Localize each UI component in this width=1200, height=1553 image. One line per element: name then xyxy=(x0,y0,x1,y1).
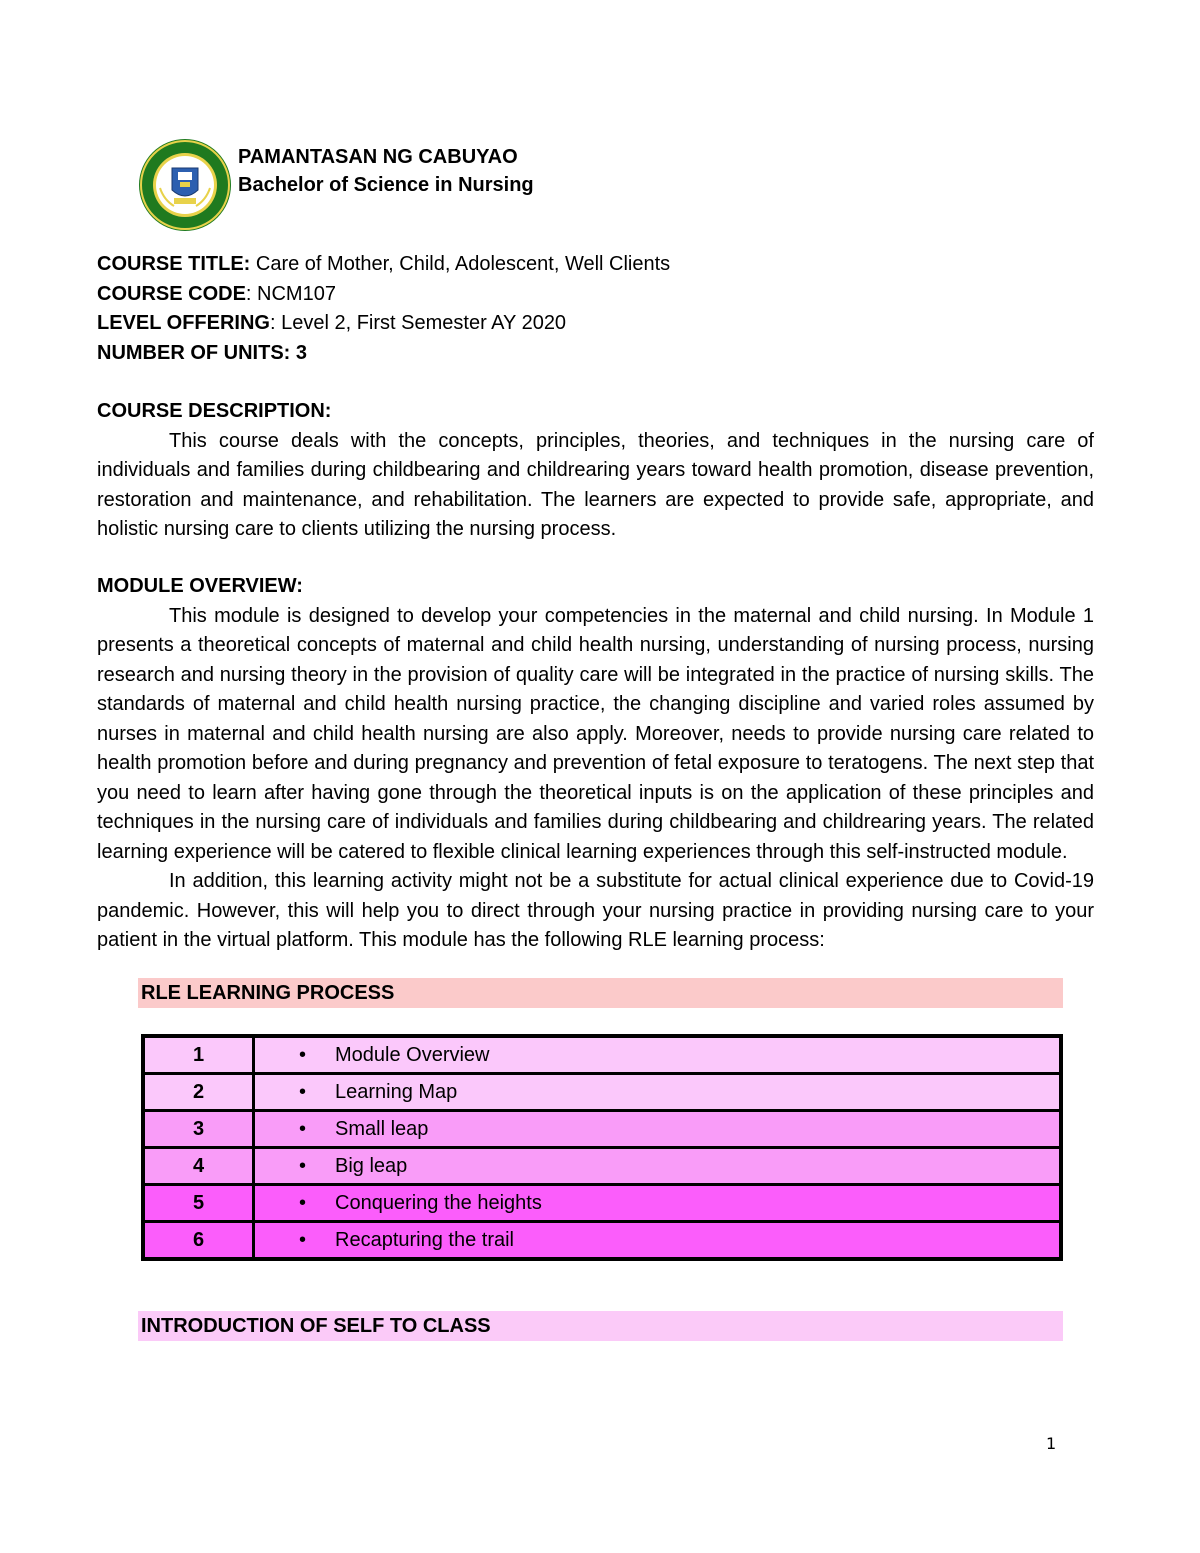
course-code-row xyxy=(97,280,1097,310)
process-step-number: 6 xyxy=(143,1222,254,1260)
process-step-number: 3 xyxy=(143,1111,254,1148)
process-row xyxy=(143,1036,1061,1074)
bullet-icon: • xyxy=(299,1228,307,1251)
process-step-label: Recapturing the trail xyxy=(335,1228,514,1251)
module-overview-paragraph-1: This module is designed to develop your competencies in the maternal and child nursing. In Module 1 presents a theoretical concepts of maternal and child health nursing, understanding of nursing process, nursing research and nursing theory in the provision of quality care will be integrated in the practice of nursing skills. The standards of maternal and child health nursing practice, the changing discipline and varied roles assumed by nurses in maternal and child health nursing are also apply. Moreover, needs to provide nursing care related to health promotion before and during pregnancy and prevention of fetal exposure to teratogens. The next step that you need to learn after having gone through the theoretical inputs is on the application of these principles and techniques in the nursing care of individuals and families during childbearing and childrearing years. The related learning experience will be catered to flexible clinical learning experiences through this self-instructed module. xyxy=(97,604,1094,863)
bullet-icon: • xyxy=(299,1154,307,1177)
course-description-section xyxy=(97,397,1094,545)
process-row xyxy=(143,1222,1061,1260)
bullet-icon: • xyxy=(299,1080,307,1103)
course-title-value: Care of Mother, Child, Adolescent, Well Clients xyxy=(250,253,671,275)
process-step-label: Learning Map xyxy=(335,1080,458,1103)
module-overview-paragraph-2: In addition, this learning activity might not be a substitute for actual clinical experience due to Covid-19 pandemic. However, this will help you to direct through your nursing practice in providing nursing care to your patient in the virtual platform. This module has the following RLE learning process: xyxy=(97,870,1094,951)
course-description-text: This course deals with the concepts, principles, theories, and techniques in the nursing care of individuals and families during childbearing and childrearing years toward health promotion, disease prevention, restoration and maintenance, and rehabilitation. The learners are expected to provide safe, appropriate, and holistic nursing care to clients utilizing the nursing process. xyxy=(97,429,1094,540)
process-step-cell xyxy=(254,1036,1062,1074)
course-code-value: : NCM107 xyxy=(245,282,336,305)
page-number: 1 xyxy=(1046,1434,1057,1453)
process-step-number: 4 xyxy=(143,1148,254,1185)
institution-name: PAMANTASAN NG CABUYAO xyxy=(238,146,518,168)
process-step-label: Module Overview xyxy=(335,1043,490,1066)
level-offering-label: LEVEL OFFERING xyxy=(97,312,270,334)
number-of-units: NUMBER OF UNITS: 3 xyxy=(97,341,307,364)
course-title-row xyxy=(97,250,1097,280)
institution-header xyxy=(238,143,534,199)
process-step-cell xyxy=(254,1148,1062,1185)
course-info xyxy=(97,250,1097,368)
university-seal-logo xyxy=(138,138,232,232)
program-name: Bachelor of Science in Nursing xyxy=(238,174,534,196)
introduction-heading: INTRODUCTION OF SELF TO CLASS xyxy=(138,1311,1063,1341)
process-step-label: Conquering the heights xyxy=(335,1191,542,1214)
course-description-heading: COURSE DESCRIPTION: xyxy=(97,400,332,422)
process-step-cell xyxy=(254,1185,1062,1222)
process-step-cell xyxy=(254,1074,1062,1111)
process-step-label: Big leap xyxy=(335,1154,408,1177)
rle-learning-process-heading: RLE LEARNING PROCESS xyxy=(138,978,1063,1008)
process-step-number: 5 xyxy=(143,1185,254,1222)
process-step-label: Small leap xyxy=(335,1117,429,1140)
process-row xyxy=(143,1074,1061,1111)
process-step-cell xyxy=(254,1222,1062,1260)
rle-process-table xyxy=(141,1034,1063,1261)
process-row xyxy=(143,1148,1061,1185)
course-title-label: COURSE TITLE: xyxy=(97,253,251,275)
module-overview-heading: MODULE OVERVIEW: xyxy=(97,575,303,597)
process-row xyxy=(143,1111,1061,1148)
level-offering-value: : Level 2, First Semester AY 2020 xyxy=(269,312,567,334)
bullet-icon: • xyxy=(299,1043,307,1066)
process-row xyxy=(143,1185,1061,1222)
course-code-label: COURSE CODE xyxy=(97,282,246,305)
module-overview-section xyxy=(97,572,1094,956)
process-step-number: 1 xyxy=(143,1036,254,1074)
process-step-cell xyxy=(254,1111,1062,1148)
bullet-icon: • xyxy=(299,1191,307,1214)
level-offering-row xyxy=(97,309,1097,339)
process-step-number: 2 xyxy=(143,1074,254,1111)
bullet-icon: • xyxy=(299,1117,307,1140)
